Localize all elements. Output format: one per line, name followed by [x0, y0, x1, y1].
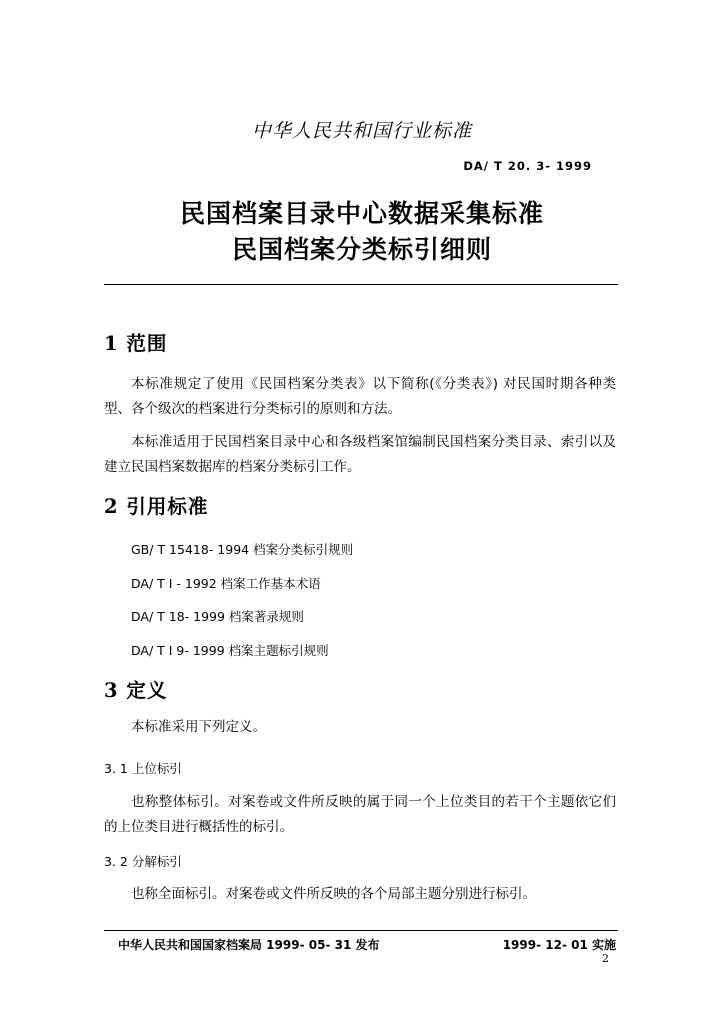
- definition-3-1-text: 也称整体标引。对案卷或文件所反映的属于同一个上位类目的若干个主题依它们的上位类目进行概括性的标引。: [104, 794, 616, 835]
- page-number: 2: [602, 952, 609, 965]
- document-title-line2: 民国档案分类标引细则: [231, 235, 492, 264]
- section-1-heading: 1 范围: [104, 332, 168, 355]
- definition-3-2-text: 也称全面标引。对案卷或文件所反映的各个局部主题分别进行标引。: [131, 886, 536, 902]
- definition-3-1-heading: 3. 1 上位标引: [104, 761, 182, 776]
- implementation-date: 1999- 12- 01 实施: [502, 938, 616, 952]
- section-1-paragraph-2: 本标准适用于民国档案目录中心和各级档案馆编制民国档案分类目录、索引以及建立民国档案数据库的档案分类标引工作。: [104, 434, 616, 475]
- section-3-intro: 本标准采用下列定义。: [131, 719, 266, 735]
- issue-statement: 中华人民共和国国家档案局 1999- 05- 31 发布: [118, 938, 380, 952]
- standard-number: DA/ T 20. 3- 1999: [463, 159, 592, 173]
- definition-3-2-heading: 3. 2 分解标引: [104, 854, 182, 869]
- footer-divider: [104, 930, 618, 931]
- section-1-paragraph-1: 本标准规定了使用《民国档案分类表》以下简称(《分类表》) 对民国时期各种类型、各个级次的档案进行分类标引的原则和方法。: [104, 376, 616, 417]
- reference-standard-4: DA/ T I 9- 1999 档案主题标引规则: [131, 643, 329, 658]
- reference-standard-2: DA/ T I - 1992 档案工作基本术语: [131, 576, 321, 591]
- reference-standard-3: DA/ T 18- 1999 档案著录规则: [131, 609, 304, 624]
- document-title-line1: 民国档案目录中心数据采集标准: [179, 199, 544, 228]
- section-2-heading: 2 引用标准: [104, 495, 209, 518]
- section-3-heading: 3 定义: [104, 679, 168, 702]
- industry-standard-header: 中华人民共和国行业标准: [251, 120, 472, 142]
- title-divider: [104, 284, 618, 285]
- reference-standard-1: GB/ T 15418- 1994 档案分类标引规则: [131, 542, 354, 557]
